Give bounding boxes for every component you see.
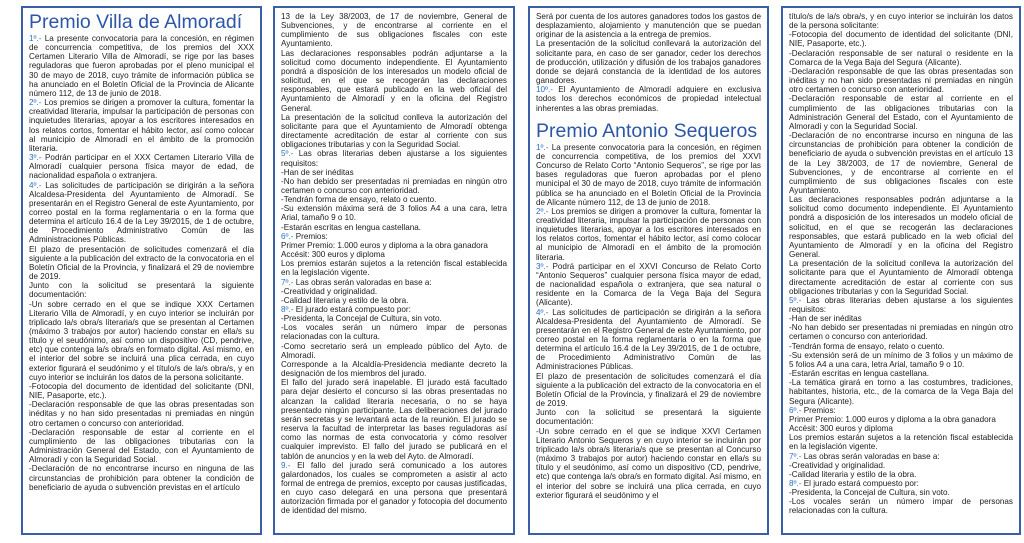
paragraph (281, 305, 507, 314)
paragraph (789, 342, 1013, 351)
paragraph-text: Los premios estarán sujetos a la retención fiscal establecida en la legislación vigente. (281, 259, 507, 278)
paragraph (281, 378, 507, 460)
paragraph-text: Los premios estarán sujetos a la retención fiscal establecida en la legislación vigente. (789, 433, 1013, 452)
paragraph (281, 241, 507, 250)
paragraph-text: Las solicitudes de participación se dirigirán a la señora Alcaldesa-Presidenta del Ayuntamiento de Almoradí. Se presentarán en el Registro General de este Ayuntamiento, por correo postal en la forma reglamentaria o en la forma que determina el artículo 16.4 de la Ley 39/2015, de 1 de octubre, de Procedimiento Administrativo Común de las Administraciones Públicas. (536, 307, 761, 372)
paragraph (29, 34, 254, 98)
paragraph-text: -Estarán escritas en lengua castellana. (281, 222, 422, 232)
paragraph (281, 360, 507, 378)
paragraph (536, 262, 761, 308)
paragraph (29, 245, 254, 282)
paragraph-text: -Estarán escritas en lengua castellana. (789, 369, 930, 379)
paragraph-text: -Han de ser inéditas (789, 314, 862, 324)
paragraph-text: El fallo del jurado será inapelable. El jurado está facultado para dejar desierto el concurso si las obras presentadas no alcanzan la calidad literaria necesaria, o no se haya presentado ningún participante. Las deliberaciones del jurado serán secretas y se levantará acta de la reunión. El jurado se reserva la facultad de interpretar las bases reguladoras así como las normas de esta convocatoria y cómo resolver cualquier imprevisto. El fallo del jurado se publicará en el tablón de anuncios y en la web del Ayto. de Almoradí. (281, 378, 507, 461)
paragraph-text: Las solicitudes de participación se dirigirán a la señora Alcaldesa-Presidenta del Ayuntamiento de Almoradí. Se presentarán en el Registro General de este Ayuntamiento, por correo postal en la forma reglamentaria o en la forma que determina el artículo 16.4 de la Ley 39/2015, de 1 de octubre, de Procedimiento Administrativo Común de las Administraciones Públicas. (29, 180, 254, 245)
article-number: 3º.- (536, 261, 549, 271)
paragraph (789, 369, 1013, 378)
paragraph (789, 67, 1013, 94)
paragraph (281, 314, 507, 323)
paragraph (789, 94, 1013, 131)
paragraph (29, 400, 254, 427)
paragraph-text: Primer Premio: 1.000 euros y diploma a la obra ganadora (281, 240, 488, 250)
paragraph-text: -Tendrán forma de ensayo, relato o cuento. (789, 341, 945, 351)
paragraph (789, 195, 1013, 259)
paragraph (789, 479, 1013, 488)
article-number: 7º.- (789, 451, 802, 461)
paragraph-text: -Los vocales serán un número impar de personas relacionadas con la cultura. (281, 323, 507, 342)
paragraph-text: Las obras serán valoradas en base a: (801, 451, 940, 461)
paragraph (536, 85, 761, 112)
paragraph-text: Primer Premio: 1.000 euros y diploma a la obra ganadora (789, 414, 996, 424)
paragraph (281, 323, 507, 341)
title-premio-villa-de-almoradi: Premio Villa de Almoradí (29, 11, 243, 33)
paragraph (281, 204, 507, 222)
paragraph (789, 415, 1013, 424)
paragraph (789, 259, 1013, 296)
paragraph-text: Accésit: 300 euros y diploma (789, 424, 893, 434)
article-number: 8º.- (789, 478, 802, 488)
paragraph-text: -Tendrán forma de ensayo, relato o cuento. (281, 195, 437, 205)
paragraph-text: -Los vocales serán un número impar de personas relacionadas con la cultura. (789, 497, 1013, 516)
paragraph-text: El fallo del jurado será comunicado a los autores galardonados, los cuales se comprometen a asistir al acto formal de entrega de premios, excepto por causas justificadas, en cuyo caso delegará en una persona que presentará autorización firmada por el ganador y fotocopia del documento de identidad del mismo. (281, 460, 507, 516)
paragraph-text: -Declaración de no encontrarse incurso en ninguna de las circunstancias de prohibición para obtener la condición de beneficiario de ayuda o subvención previstas en el artículo 13 de la Ley 38/2003, de 17 de noviembre, General de Subvenciones, y de encontrarse al corriente en el cumplimiento de sus obligaciones fiscales con este Ayuntamiento. (789, 131, 1013, 195)
paragraph-text: Podrán participar en el XXX Certamen Literario Villa de Almoradí cualquier persona física mayor de edad, de nacionalidad española o extranjera. (29, 153, 254, 181)
paragraph (789, 12, 1013, 30)
article-number: 10º.- (536, 85, 553, 95)
paragraph-text: -Fotocopia del documento de identidad del solicitante (DNI, NIE, Pasaporte, etc.). (29, 381, 254, 401)
paragraph (281, 250, 507, 259)
paragraph-text: Premios: (801, 405, 836, 415)
paragraph (281, 259, 507, 277)
title-premio-antonio-sequeros: Premio Antonio Sequeros (536, 119, 758, 142)
paragraph (29, 300, 254, 382)
paragraph-text: -Calidad literaria y estilo de la obra. (281, 295, 409, 305)
paragraph-text: -La temática girará en torno a las costumbres, tradiciones, habitantes, historia, etc., de la comarca de la Vega Baja del Segura (Alicante). (789, 378, 1013, 406)
paragraph-text: Las declaraciones responsables podrán adjuntarse a la solicitud como documento independiente. El Ayuntamiento pondrá a disposición de los interesados un modelo oficial de solicitud, en el que se recogerán las declaraciones responsables, que estará publicado en la web oficial del Ayuntamiento de Almoradí y en la oficina del Registro General. (789, 195, 1013, 260)
paragraph (281, 149, 507, 167)
paragraph (281, 223, 507, 232)
paragraph-text: -Como secretario será un empleado público del Ayto. de Almoradí. (281, 341, 507, 360)
paragraph-text: -Calidad literaria y estilo de la obra. (789, 469, 917, 479)
article-number: 8º.- (281, 305, 294, 314)
article-number: 7º.- (281, 277, 294, 287)
paragraph-text: Las declaraciones responsables podrán adjuntarse a la solicitud como documento independiente. El Ayuntamiento pondrá a disposición de los interesados un modelo oficial de solicitud, en el que se recogerán las declaraciones responsables, que estará publicado en la web oficial del Ayuntamiento de Almoradí y en la oficina del Registro General. (281, 48, 507, 113)
paragraph (29, 281, 254, 299)
paragraph-text: -Declaración responsable de estar al corriente en el cumplimiento de las obligaciones tributarias con la Administración General del Estado, con el Ayuntamiento de Almoradí y con la Seguridad Social. (789, 94, 1013, 131)
paragraph-text: Las obras serán valoradas en base a: (293, 277, 432, 287)
col1-body (29, 34, 254, 492)
paragraph-text: Los premios se dirigen a promover la cultura, fomentar la creatividad literaria, impulsar la participación de personas con inquietudes literarias, apoyar a los escritores interesados en los relatos cortos, fomentar el hábito lector, así como colocar al municipio de Almoradí en el ámbito de la promoción literaria. (29, 98, 254, 153)
paragraph (789, 488, 1013, 497)
article-number: 1º.- (29, 34, 42, 43)
paragraph (789, 30, 1013, 48)
paragraph (29, 153, 254, 180)
paragraph (536, 308, 761, 372)
column-1 (21, 6, 262, 535)
paragraph (789, 49, 1013, 67)
paragraph-text: Premios: (293, 231, 328, 241)
paragraph (281, 232, 507, 241)
paragraph-text: -No han debido ser presentadas ni premiadas en ningún otro certamen o concurso con anterioridad. (789, 323, 1013, 342)
paragraph-text: La presente convocatoria para la concesión, en régimen de concurrencia competitiva, de los premios del XXX Certamen Literario Villa de Almoradí, se rige por las bases reguladoras que fueron aprobadas por el pleno municipal el 30 de mayo de 2018, cuyo trámite de información pública se ha anunciado en el Boletín Oficial de la Provincia de Alicante número 112, de 13 de junio de 2018. (29, 34, 254, 98)
paragraph-text: La presente convocatoria para la concesión, en régimen de concurrencia competitiva, de los premios del XXVI Concurso de Relato Corto “Antonio Sequeros”, se rige por las bases reguladoras que fueron aprobadas por el pleno municipal el 30 de mayo de 2018, cuyo trámite de información pública se ha anunciado en el Boletín Oficial de la Provincia de Alicante número 112, de 13 de junio de 2018. (536, 142, 761, 207)
paragraph-text: 13 de la Ley 38/2003, de 17 de noviembre, General de Subvenciones, y de encontrarse al corriente en el cumplimiento de sus obligaciones fiscales con este Ayuntamiento. (281, 12, 507, 49)
paragraph-text: Podrá participar en el XXVI Concurso de Relato Corto “Antonio Sequeros” cualquier persona física mayor de edad, de nacionalidad española o extranjera, que sea natural o residente en la Comarca de la Vega Baja del Segura (Alicante). (536, 261, 761, 308)
paragraph (789, 131, 1013, 195)
paragraph-text: La presentación de la solicitud conlleva la autorización del solicitante para que el Ayuntamiento de Almoradí obtenga directamente acreditación de estar al corriente con sus obligaciones tributarias y con la Seguridad Social. (789, 259, 1013, 296)
article-number: 4º.- (536, 307, 549, 317)
paragraph (281, 287, 507, 296)
paragraph (536, 427, 761, 500)
paragraph-text: El jurado estará compuesto por: (801, 478, 919, 488)
paragraph (281, 49, 507, 113)
paragraph-text: -Creatividad y originalidad. (281, 286, 378, 296)
paragraph-text: -Fotocopia del documento de identidad del solicitante (DNI, NIE, Pasaporte, etc.). (789, 30, 1013, 49)
paragraph (281, 342, 507, 360)
paragraph-text: Las obras literarias deben ajustarse a los siguientes requisitos: (789, 295, 1013, 314)
paragraph-text: -No han debido ser presentadas ni premiadas en ningún otro certamen o concurso con anterioridad. (281, 176, 507, 195)
paragraph (789, 323, 1013, 341)
paragraph (281, 177, 507, 195)
paragraph (281, 168, 507, 177)
paragraph-text: -Declaración de no encontrarse incurso en ninguna de las circunstancias de prohibición para obtener la condición de beneficiario de ayuda o subvención previstas en el artículo (29, 464, 254, 492)
article-number: 6º.- (789, 405, 802, 415)
paragraph-text: El jurado estará compuesto por: (293, 305, 411, 314)
paragraph-text: La presentación de la solicitud conllevará la autorización del solicitante para, en caso de ser ganador, ceder los derechos de producción, utilización y difusión de los trabajos ganadores donde se dejará constancia de la identidad de los autores ganadores. (536, 39, 761, 86)
paragraph (29, 464, 254, 491)
col2-body (281, 12, 507, 516)
paragraph (281, 113, 507, 150)
paragraph-text: -Declaración responsable de estar al corriente en el cumplimiento de las obligaciones tributarias con la Administración General del Estado, con el Ayuntamiento de Almoradí y con la Seguridad Social. (29, 427, 254, 465)
paragraph (536, 408, 761, 426)
paragraph (29, 181, 254, 245)
column-3 (528, 6, 769, 535)
column-4 (781, 6, 1021, 535)
paragraph (789, 314, 1013, 323)
paragraph-text: -Declaración responsable de que las obras presentadas son inéditas y no han sido presentadas ni premiadas en ningún otro certamen o concurso con anterioridad. (789, 66, 1013, 95)
article-number: 2º.- (536, 206, 549, 216)
paragraph-text: -Declaración responsable de que las obras presentadas son inéditas y no han sido presentadas ni premiadas en ningún otro certamen o concurso con anterioridad. (29, 400, 254, 428)
paragraph-text: -Un sobre cerrado en el que se indique XXVI Certamen Literario Antonio Sequeros y en cuyo interior se incluirán por triplicado la/s obra/s literaria/s que se presentan al Concurso (máximo 3 trabajos por autor) haciendo constar en ella/s su título y el seudónimo, así como un dispositivo (CD, pendrive, etc) que contenga la/s obra/s en formato digital. Así mismo, en el interior del sobre se incluirá una plica cerrada, en cuyo exterior figurará el seudónimo y el (536, 426, 761, 500)
paragraph (789, 378, 1013, 405)
paragraph-text: Junto con la solicitud se presentará la siguiente documentación: (29, 281, 254, 300)
paragraph (281, 12, 507, 49)
paragraph (789, 424, 1013, 433)
paragraph-text: Las obras literarias deben ajustarse a los siguientes requisitos: (281, 149, 507, 168)
paragraph-text: -Declaración responsable de ser natural o residente en la Comarca de la Vega Baja del Segura (Alicante). (789, 48, 1013, 67)
paragraph (789, 470, 1013, 479)
article-number: 5º.- (281, 149, 294, 159)
paragraph-text: título/s de la/s obra/s, y en cuyo interior se incluirán los datos de la persona solicitante: (789, 12, 1013, 31)
article-number: 5º.- (789, 295, 802, 305)
paragraph-text: Será por cuenta de los autores ganadores todos los gastos de desplazamiento, alojamiento y manutención que se puedan originar de la asistencia a la entrega de premios. (536, 12, 761, 40)
paragraph-text: Accésit: 300 euros y diploma (281, 250, 385, 260)
article-number: 1º.- (536, 142, 549, 152)
paragraph-text: -Su extensión será de un mínimo de 3 folios y un máximo de 5 folios A4 a una cara, letra Arial, tamaño 9 o 10. (789, 350, 1013, 369)
paragraph (789, 461, 1013, 470)
col4-body (789, 12, 1013, 516)
article-number: 3º.- (29, 153, 42, 163)
paragraph (789, 433, 1013, 451)
paragraph (29, 98, 254, 153)
paragraph-text: -Presidenta, la Concejal de Cultura, sin voto. (789, 488, 950, 498)
paragraph (29, 382, 254, 400)
paragraph-text: -Presidenta, la Concejal de Cultura, sin voto. (281, 314, 442, 324)
paragraph-text: Corresponde a la Alcaldía-Presidencia mediante decreto la designación de los miembros del jurado. (281, 359, 507, 379)
paragraph-text: -Su extensión máxima será de 3 folios A4 a una cara, letra Arial, tamaño 9 o 10. (281, 204, 507, 223)
paragraph (789, 406, 1013, 415)
article-number: 9.- (281, 460, 291, 470)
paragraph-text: Los premios se dirigen a promover la cultura, fomentar la creatividad literaria, impulsar la participación de personas con inquietudes literarias, apoyar a los escritores interesados en los relatos cortos, fomentar el hábito lector, así como colocar al municipio de Almoradí en el ámbito de la promoción literaria. (536, 206, 761, 262)
paragraph (281, 278, 507, 287)
paragraph-text: El plazo de presentación de solicitudes comenzará el día siguiente a la publicación del extracto de la convocatoria en el Boletín Oficial de la Provincia, y finalizará el 29 de noviembre de 2019. (536, 371, 761, 409)
paragraph (789, 351, 1013, 369)
paragraph (536, 39, 761, 85)
paragraph (536, 372, 761, 409)
paragraph-text: -Un sobre cerrado en el que se indique XXX Certamen Literario Villa de Almoradí, y en cuyo interior se incluirán por triplicado la/s obra/s literaria/s que se presentan al Certamen (máximo 3 trabajos por autor) haciendo constar en ella/s su título y el seudónimo, así como un dispositivo (CD, pendrive, etc) que contenga la/s obra/s en formato digital. Así mismo, en el interior del sobre se incluirá una plica cerrada, en cuyo exterior figurará el seudónimo y el título/s de la/s obra/s, y en cuyo interior se incluirán los datos de la persona solicitante. (29, 299, 254, 382)
paragraph-text: El plazo de presentación de solicitudes comenzará el día siguiente a la publicación del extracto de la convocatoria en el Boletín Oficial de la Provincia, y finalizará el 29 de noviembre de 2019. (29, 244, 254, 282)
paragraph (536, 143, 761, 207)
paragraph (536, 207, 761, 262)
paragraph (281, 195, 507, 204)
paragraph (281, 296, 507, 305)
article-number: 4º.- (29, 180, 42, 190)
col3-body (536, 143, 761, 500)
paragraph-text: El Ayuntamiento de Almoradí adquiere en exclusiva todos los derechos económicos de propiedad intelectual inherentes a las obras premiadas. (536, 85, 761, 113)
paragraph (789, 452, 1013, 461)
paragraph (789, 296, 1013, 314)
article-number: 2º.- (29, 98, 42, 108)
column-2 (273, 6, 515, 535)
paragraph (29, 428, 254, 465)
paragraph-text: La presentación de la solicitud conlleva la autorización del solicitante para que el Ayuntamiento de Almoradí obtenga directamente acreditación de estar al corriente con sus obligaciones tributarias y con la Seguridad Social. (281, 112, 507, 150)
paragraph-text: Junto con la solicitud se presentará la siguiente documentación: (536, 408, 761, 427)
paragraph (281, 461, 507, 516)
col3-body-top (536, 12, 761, 113)
article-number: 6º.- (281, 231, 294, 241)
paragraph-text: -Han de ser inéditas (281, 167, 354, 177)
paragraph (536, 12, 761, 39)
paragraph-text: -Creatividad y originalidad. (789, 460, 886, 470)
paragraph (789, 497, 1013, 515)
